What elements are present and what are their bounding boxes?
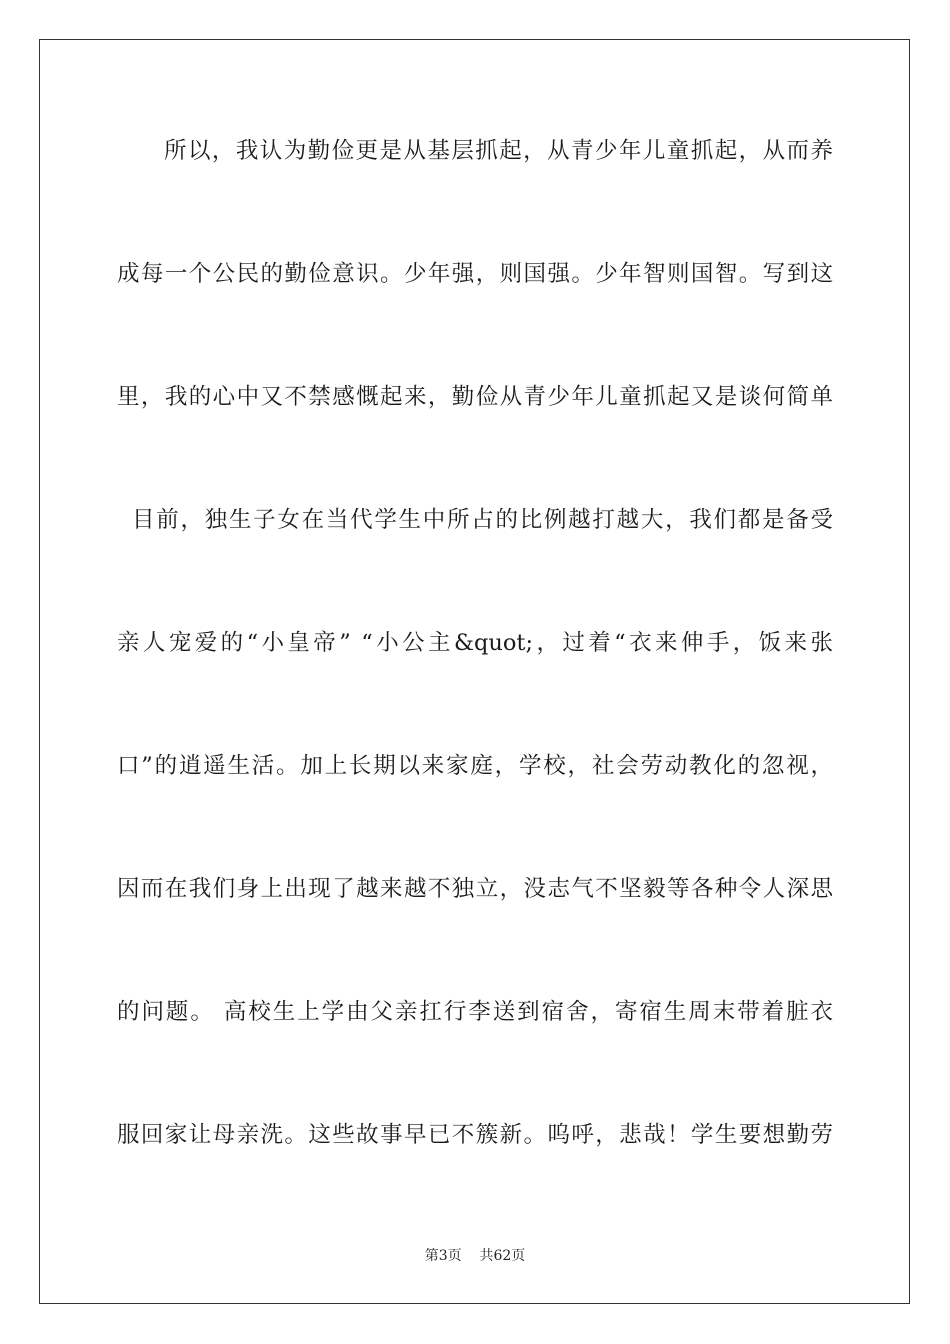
page-footer [0,1246,950,1266]
page-border [39,39,910,1304]
paragraph-line-5: 亲人宠爱的“小皇帝” “小公主&quot;，过着“衣来伸手，饭来张 [117,630,833,656]
paragraph-line-7: 因而在我们身上出现了越来越不独立，没志气不坚毅等各种令人深思 [117,876,833,902]
paragraph-line-1: 所以，我认为勤俭更是从基层抓起，从青少年儿童抓起，从而养 [164,138,833,164]
paragraph-line-4: 目前，独生子女在当代学生中所占的比例越打越大，我们都是备受 [132,507,833,533]
paragraph-line-6: 口”的逍遥生活。加上长期以来家庭，学校，社会劳动教化的忽视， [117,753,833,779]
paragraph-line-8: 的问题。 高校生上学由父亲扛行李送到宿舍，寄宿生周末带着脏衣 [117,999,833,1025]
page-number: 第3页 [424,1248,462,1264]
paragraph-line-9: 服回家让母亲洗。这些故事早已不簇新。呜呼，悲哉！学生要想勤劳 [117,1122,833,1148]
paragraph-line-3: 里，我的心中又不禁感慨起来，勤俭从青少年儿童抓起又是谈何简单 [117,384,833,410]
page-total: 共62页 [479,1248,526,1264]
paragraph-line-2: 成每一个公民的勤俭意识。少年强，则国强。少年智则国智。写到这 [117,261,833,287]
